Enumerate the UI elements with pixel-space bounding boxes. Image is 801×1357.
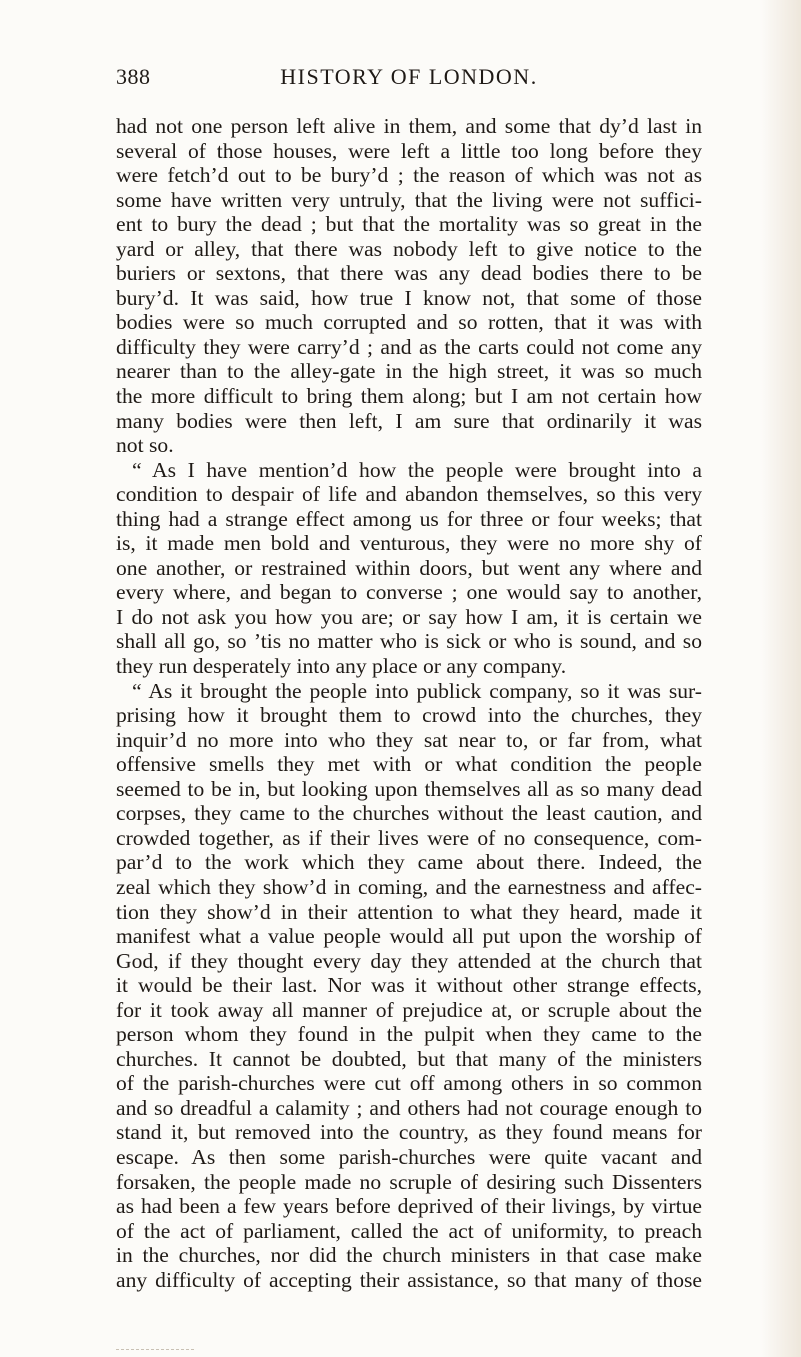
text-line: buriers or sextons, that there was any dead bodies there to be <box>116 261 702 286</box>
text-line: for it took away all manner of prejudice at, or scruple about the <box>116 997 702 1022</box>
text-line: any difficulty of accepting their assistance, so that many of those <box>116 1267 702 1292</box>
text-line: forsaken, the people made no scruple of desiring such Dissenters <box>116 1169 702 1194</box>
text-line: prising how it brought them to crowd into the churches, they <box>116 703 702 728</box>
text-line: one another, or restrained within doors, but went any where and <box>116 555 702 580</box>
text-line: it would be their last. Nor was it without other strange effects, <box>116 973 702 998</box>
text-line: in the churches, nor did the church ministers in that case make <box>116 1243 702 1268</box>
body-text <box>116 114 702 1292</box>
text-line: several of those houses, were left a little too long before they <box>116 138 702 163</box>
text-line: bodies were so much corrupted and so rotten, that it was with <box>116 310 702 335</box>
text-line: person whom they found in the pulpit when they came to the <box>116 1022 702 1047</box>
text-line: the more difficult to bring them along; but I am not certain how <box>116 384 702 409</box>
text-line: difficulty they were carry’d ; and as the carts could not come any <box>116 334 702 359</box>
text-line: as had been a few years before deprived of their livings, by virtue <box>116 1194 702 1219</box>
text-line: shall all go, so ’tis no matter who is sick or who is sound, and so <box>116 629 702 654</box>
text-line: had not one person left alive in them, and some that dy’d last in <box>116 114 702 138</box>
page-header <box>116 64 702 90</box>
text-line: manifest what a value people would all put upon the worship of <box>116 924 702 949</box>
text-line: zeal which they show’d in coming, and the earnestness and affec- <box>116 874 702 899</box>
text-line: churches. It cannot be doubted, but that many of the ministers <box>116 1046 702 1071</box>
text-line: offensive smells they met with or what condition the people <box>116 752 702 777</box>
text-line: “ As I have mention’d how the people were brought into a <box>132 457 702 482</box>
text-line: many bodies were then left, I am sure that ordinarily it was <box>116 408 702 433</box>
text-line: is, it made men bold and venturous, they were no more shy of <box>116 531 702 556</box>
text-line: escape. As then some parish-churches were quite vacant and <box>116 1144 702 1169</box>
stray-mark <box>116 1349 194 1350</box>
text-line: not so. <box>116 433 174 458</box>
text-line: of the act of parliament, called the act of uniformity, to preach <box>116 1218 702 1243</box>
text-line: “ As it brought the people into publick company, so it was sur- <box>132 678 702 703</box>
text-line: were fetch’d out to be bury’d ; the reason of which was not as <box>116 163 702 188</box>
text-line: nearer than to the alley-gate in the high street, it was so much <box>116 359 702 384</box>
text-line: of the parish-churches were cut off among others in so common <box>116 1071 702 1096</box>
text-line: bury’d. It was said, how true I know not, that some of those <box>116 285 702 310</box>
text-line: thing had a strange effect among us for three or four weeks; that <box>116 506 702 531</box>
text-line: par’d to the work which they came about there. Indeed, the <box>116 850 702 875</box>
text-line: condition to despair of life and abandon themselves, so this very <box>116 482 702 507</box>
text-line: ent to bury the dead ; but that the mortality was so great in the <box>116 212 702 237</box>
page-edge-shadow <box>761 0 801 1357</box>
text-line: yard or alley, that there was nobody left to give notice to the <box>116 236 702 261</box>
text-line: inquir’d no more into who they sat near to, or far from, what <box>116 727 702 752</box>
text-line: they run desperately into any place or any company. <box>116 654 567 679</box>
text-line: seemed to be in, but looking upon themselves all as so many dead <box>116 776 702 801</box>
text-line: I do not ask you how you are; or say how I am, it is certain we <box>116 604 702 629</box>
text-line: corpses, they came to the churches without the least caution, and <box>116 801 702 826</box>
text-line: God, if they thought every day they attended at the church that <box>116 948 702 973</box>
text-line: some have written very untruly, that the living were not suffici- <box>116 187 702 212</box>
page-number: 388 <box>116 64 151 89</box>
text-line: and so dreadful a calamity ; and others had not courage enough to <box>116 1095 702 1120</box>
text-line: stand it, but removed into the country, as they found means for <box>116 1120 702 1145</box>
text-line: tion they show’d in their attention to what they heard, made it <box>116 899 702 924</box>
text-line: crowded together, as if their lives were of no consequence, com- <box>116 825 702 850</box>
running-title: HISTORY OF LONDON. <box>280 64 538 89</box>
text-line: every where, and began to converse ; one would say to another, <box>116 580 702 605</box>
